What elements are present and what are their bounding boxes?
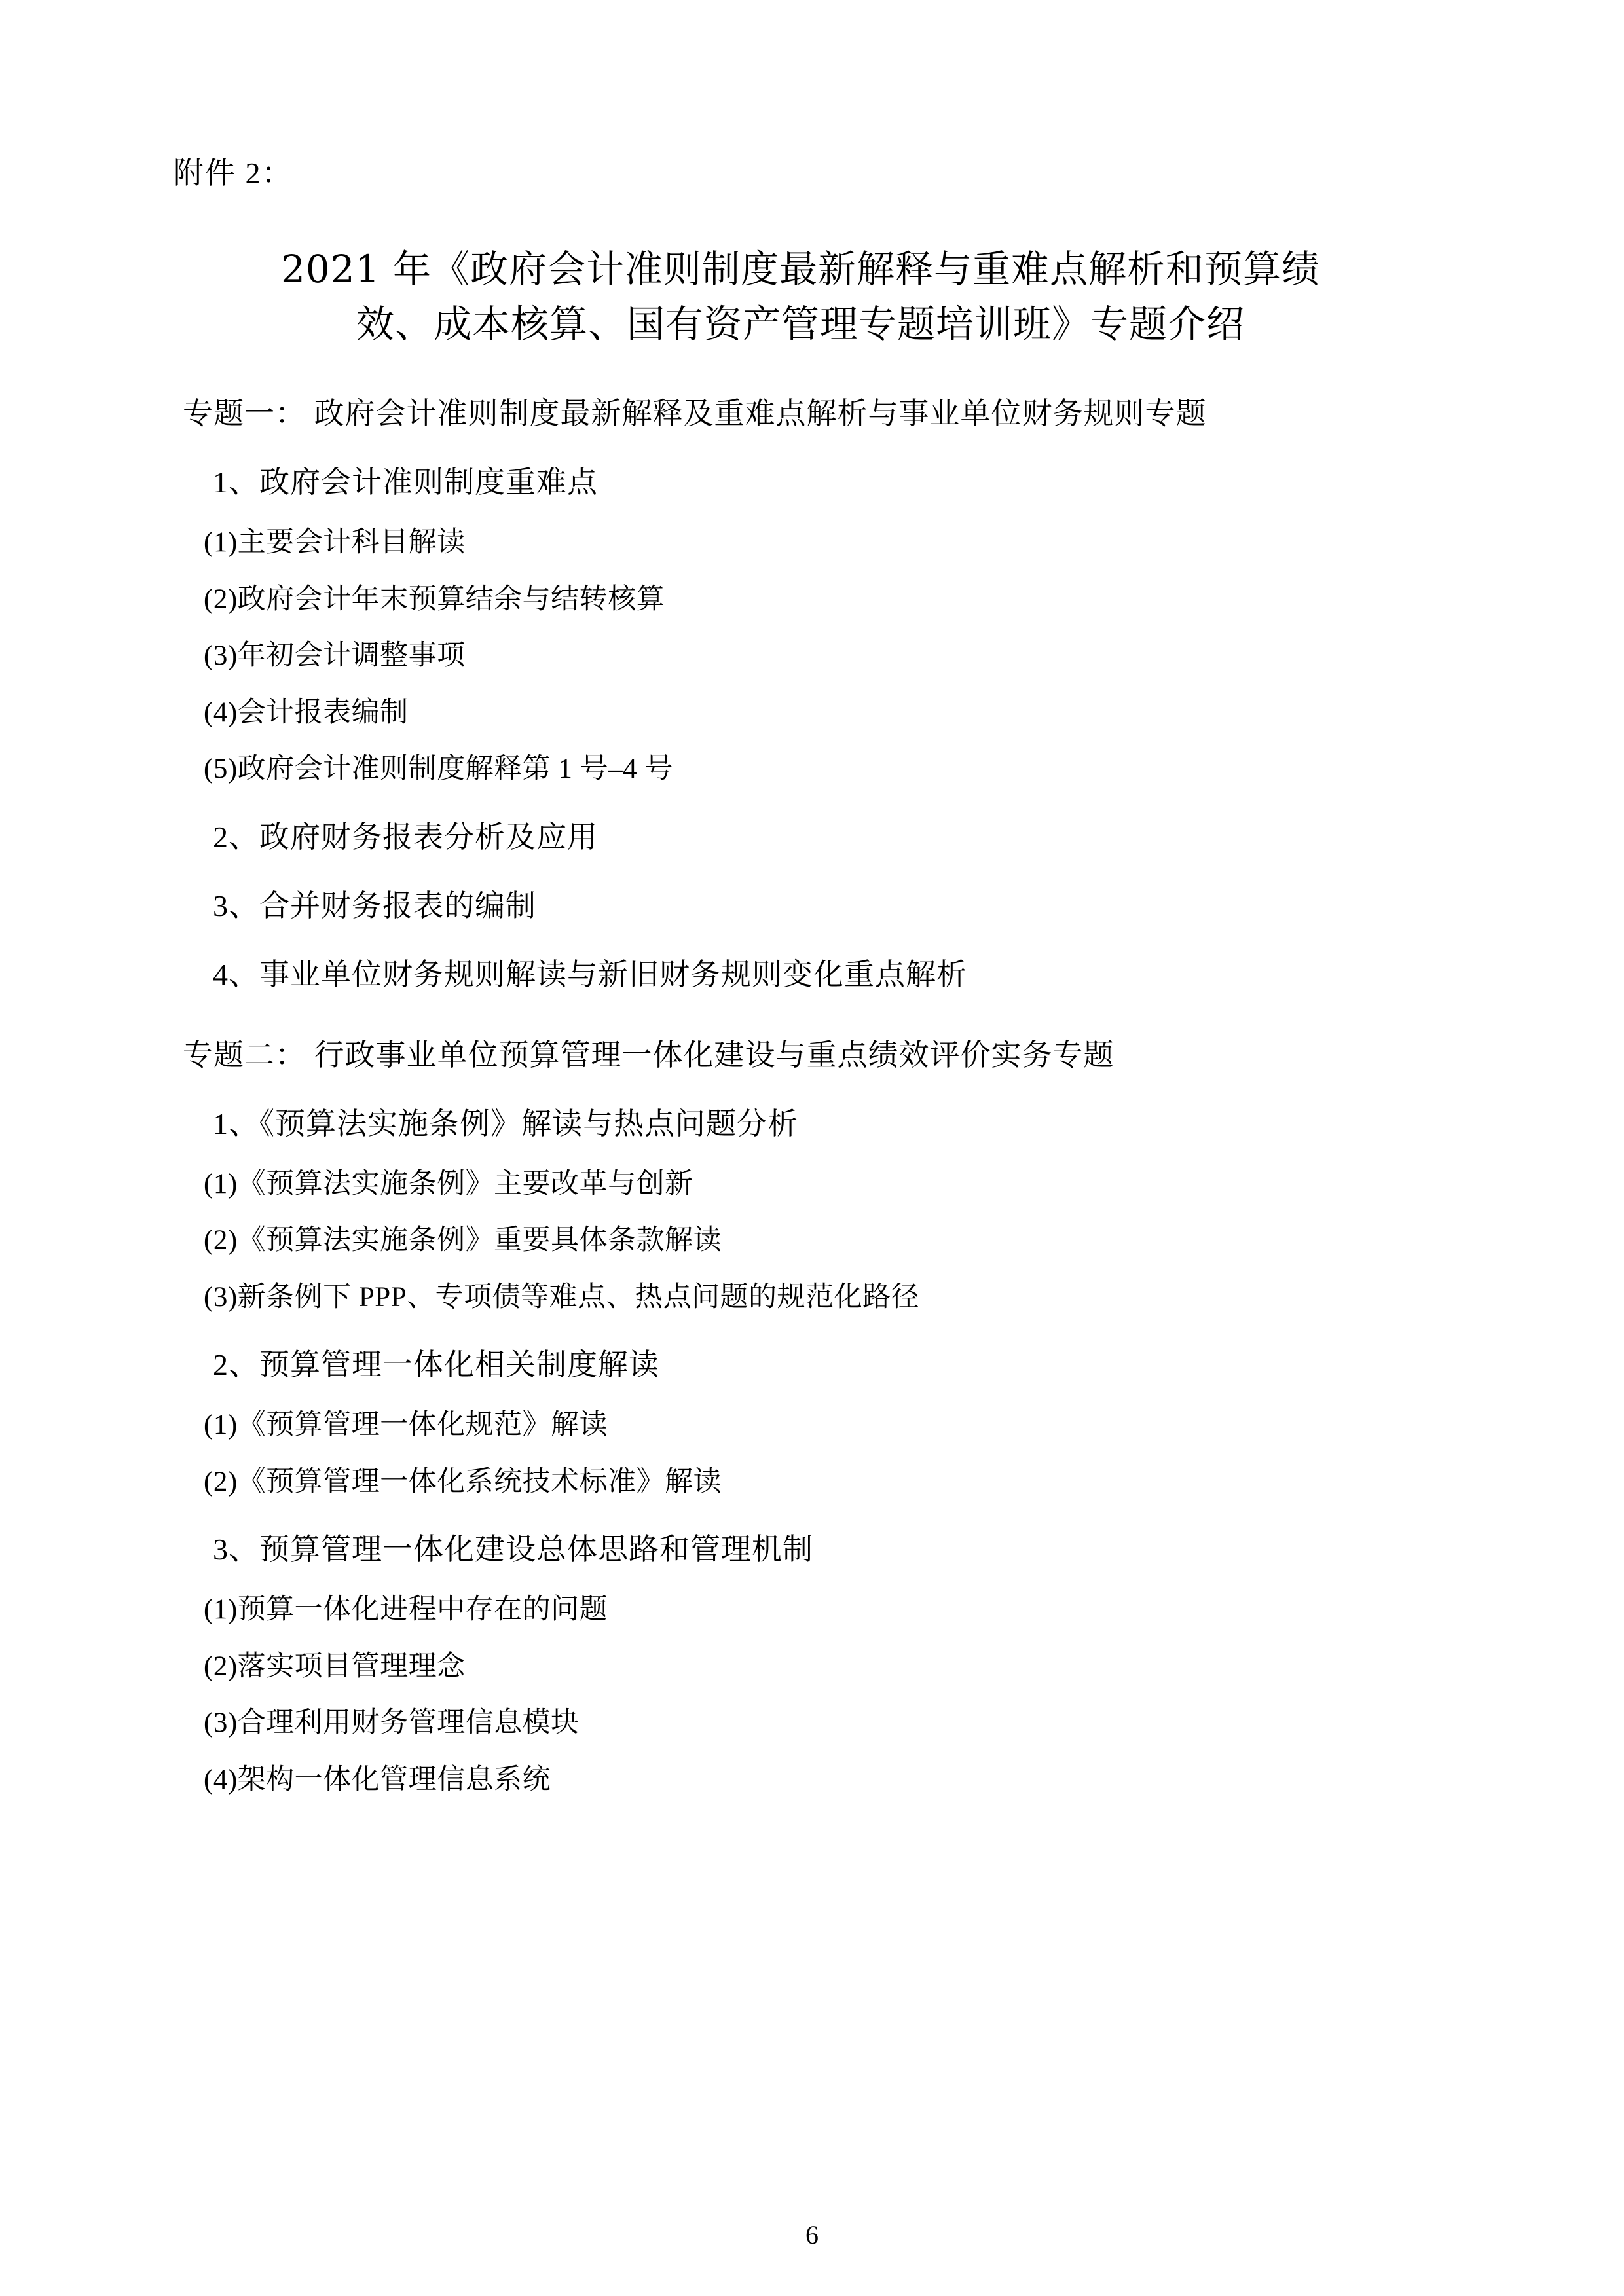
outline-item: (5)政府会计准则制度解释第 1 号–4 号 <box>204 754 673 785</box>
outline-item: (4)会计报表编制 <box>204 697 409 728</box>
attachment-label: 附件 2： <box>174 156 293 190</box>
outline-item: (2)政府会计年末预算结余与结转核算 <box>204 583 665 615</box>
section-heading: 专题一： 政府会计准则制度最新解释及重难点解析与事业单位财务规则专题 <box>183 397 1207 431</box>
outline-item: 1、《预算法实施条例》解读与热点问题分析 <box>213 1106 798 1140</box>
outline-item: 2、预算管理一体化相关制度解读 <box>213 1348 659 1382</box>
outline-item: (1)《预算管理一体化规范》解读 <box>204 1410 608 1441</box>
outline-item: (3)新条例下 PPP、专项债等难点、热点问题的规范化路径 <box>204 1281 920 1313</box>
outline-item: (3)合理利用财务管理信息模块 <box>204 1707 580 1739</box>
outline-item: (2)落实项目管理理念 <box>204 1650 466 1682</box>
outline-item: (3)年初会计调整事项 <box>204 640 466 672</box>
outline-item: (4)架构一体化管理信息系统 <box>204 1764 551 1795</box>
outline-item: (2)《预算法实施条例》重要具体条款解读 <box>204 1225 722 1256</box>
page-number: 6 <box>805 2220 819 2250</box>
outline-item: (1)《预算法实施条例》主要改革与创新 <box>204 1168 693 1199</box>
page-title-line-1: 2021 年《政府会计准则制度最新解释与重难点解析和预算绩 <box>280 247 1321 291</box>
outline-item: 3、合并财务报表的编制 <box>213 888 536 922</box>
section-topic-one <box>174 391 1428 997</box>
outline-item: 3、预算管理一体化建设总体思路和管理机制 <box>213 1533 813 1567</box>
outline-item: 2、政府财务报表分析及应用 <box>213 820 598 854</box>
outline-item: (1)主要会计科目解读 <box>204 527 466 558</box>
section-heading: 专题二： 行政事业单位预算管理一体化建设与重点绩效评价实务专题 <box>183 1038 1115 1072</box>
outline-item: (1)预算一体化进程中存在的问题 <box>204 1594 608 1626</box>
outline-item: (2)《预算管理一体化系统技术标准》解读 <box>204 1466 722 1497</box>
section-topic-two <box>174 1032 1428 1802</box>
page-title-line-2: 效、成本核算、国有资产管理专题培训班》专题介绍 <box>356 302 1245 347</box>
outline-item: 1、政府会计准则制度重难点 <box>213 465 598 500</box>
outline-item: 4、事业单位财务规则解读与新旧财务规则变化重点解析 <box>213 957 967 991</box>
page-title <box>200 242 1401 352</box>
